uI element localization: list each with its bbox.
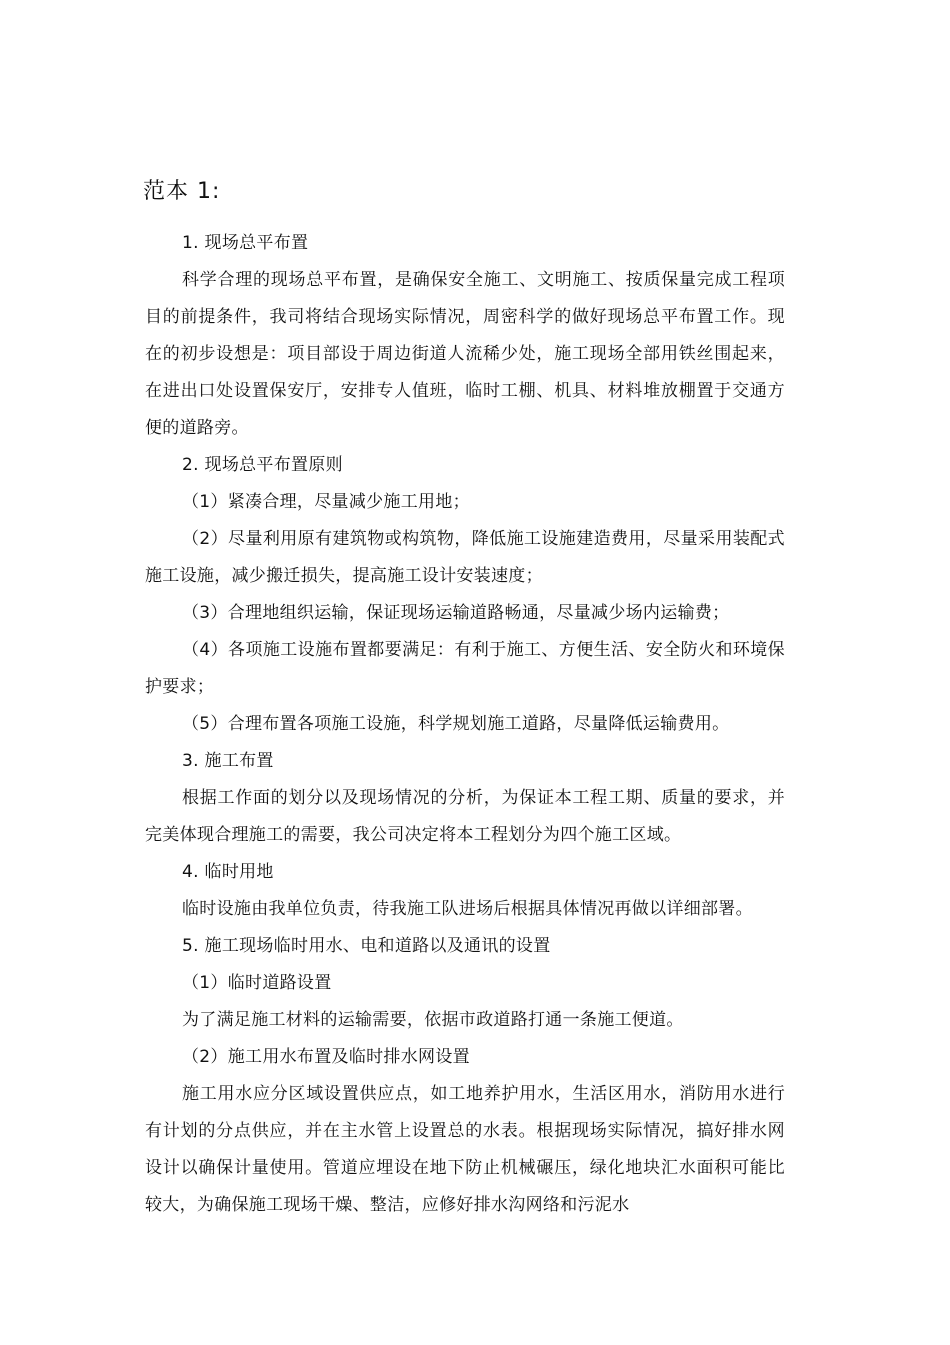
- section-heading-1: 1. 现场总平布置: [182, 233, 309, 253]
- section-heading-5: 5. 施工现场临时用水、电和道路以及通讯的设置: [182, 936, 551, 956]
- section-heading-4: 4. 临时用地: [182, 862, 274, 882]
- subheading-temporary-road: （1）临时道路设置: [182, 973, 332, 993]
- principle-item-1: （1）紧凑合理，尽量减少施工用地；: [182, 492, 470, 512]
- document-title: 范本 1:: [143, 179, 221, 204]
- document-body: [145, 225, 785, 1224]
- paragraph-construction-layout: 根据工作面的划分以及现场情况的分析，为保证本工程工期、质量的要求，并完美体现合理施工的需要，我公司决定将本工程划分为四个施工区域。: [145, 788, 785, 845]
- paragraph-site-layout: 科学合理的现场总平布置，是确保安全施工、文明施工、按质保量完成工程项目的前提条件，我司将结合现场实际情况，周密科学的做好现场总平布置工作。现在的初步设想是：项目部设于周边街道人流稀少处，施工现场全部用铁丝围起来，在进出口处设置保安厅，安排专人值班，临时工棚、机具、材料堆放棚置于交通方便的道路旁。: [145, 270, 785, 438]
- paragraph-temporary-land: 临时设施由我单位负责，待我施工队进场后根据具体情况再做以详细部署。: [182, 899, 753, 919]
- section-heading-3: 3. 施工布置: [182, 751, 274, 771]
- section-heading-2: 2. 现场总平布置原则: [182, 455, 343, 475]
- paragraph-temporary-road: 为了满足施工材料的运输需要，依据市政道路打通一条施工便道。: [182, 1010, 684, 1030]
- principle-item-3: （3）合理地组织运输，保证现场运输道路畅通，尽量减少场内运输费；: [182, 603, 730, 623]
- subheading-water-drainage: （2）施工用水布置及临时排水网设置: [182, 1047, 470, 1067]
- paragraph-water-drainage: 施工用水应分区域设置供应点，如工地养护用水，生活区用水，消防用水进行有计划的分点供应，并在主水管上设置总的水表。根据现场实际情况，搞好排水网设计以确保计量使用。管道应埋设在地下防止机械碾压，绿化地块汇水面积可能比较大，为确保施工现场干燥、整洁，应修好排水沟网络和污泥水: [145, 1084, 785, 1215]
- principle-item-5: （5）合理布置各项施工设施，科学规划施工道路，尽量降低运输费用。: [182, 714, 730, 734]
- principle-item-2: （2）尽量利用原有建筑物或构筑物，降低施工设施建造费用，尽量采用装配式施工设施，减少搬迁损失，提高施工设计安装速度；: [145, 529, 785, 586]
- principle-item-4: （4）各项施工设施布置都要满足：有利于施工、方便生活、安全防火和环境保护要求；: [145, 640, 785, 697]
